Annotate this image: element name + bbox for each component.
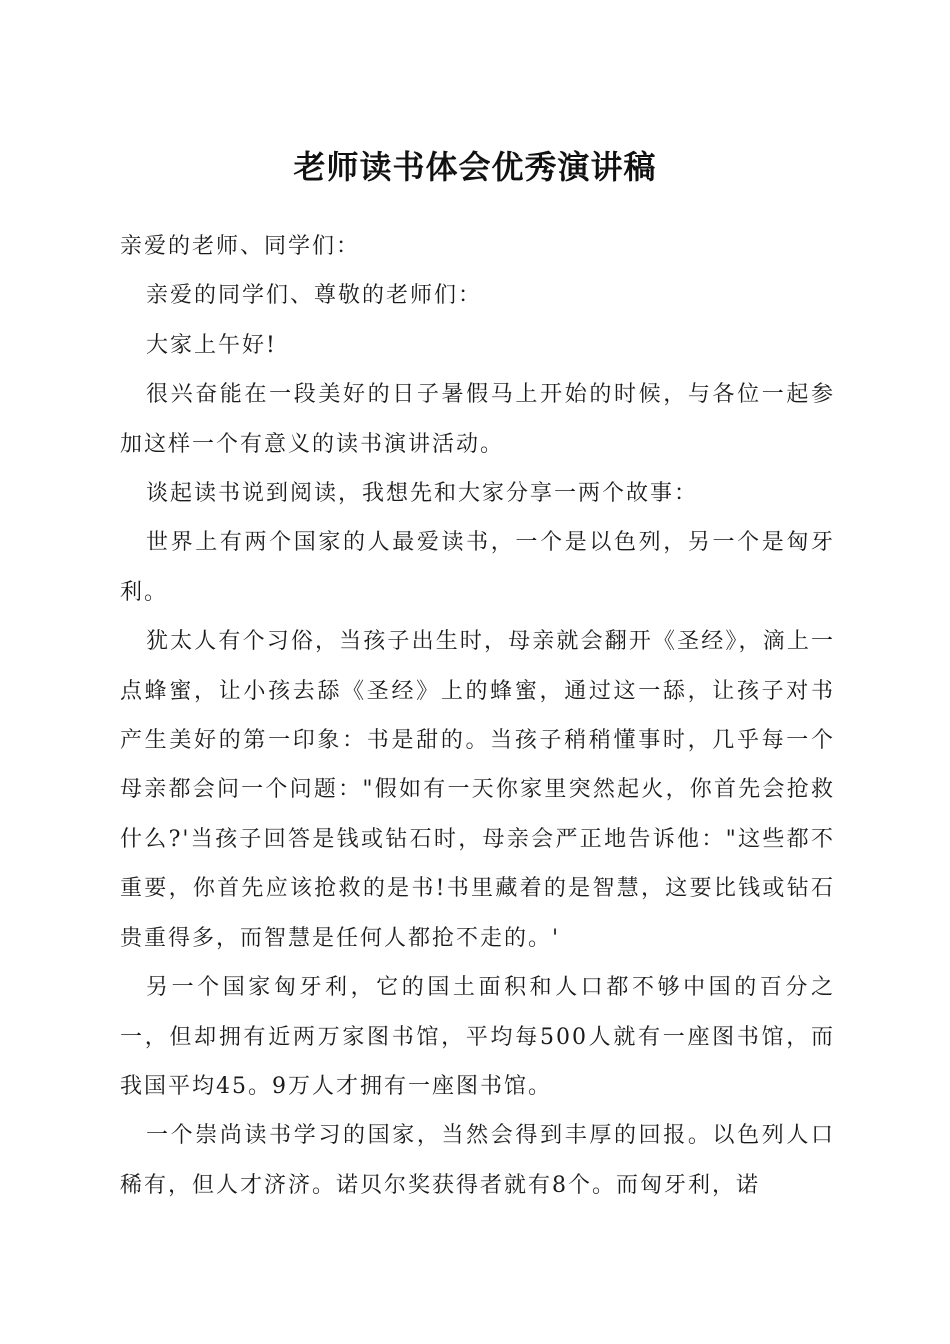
document-body — [120, 222, 835, 1210]
document-title: 老师读书体会优秀演讲稿 — [293, 148, 657, 186]
body-paragraph: 很兴奋能在一段美好的日子暑假马上开始的时候，与各位一起参加这样一个有意义的读书演讲活动。 — [120, 382, 835, 457]
body-paragraph: 大家上午好! — [146, 332, 277, 358]
body-paragraph: 亲爱的老师、同学们： — [120, 234, 361, 259]
body-paragraph: 世界上有两个国家的人最爱读书，一个是以色列，另一个是匈牙利。 — [120, 530, 835, 605]
body-paragraph: 犹太人有个习俗，当孩子出生时，母亲就会翻开《圣经》，滴上一点蜂蜜，让小孩去舔《圣经》上的蜂蜜，通过这一舔，让孩子对书产生美好的第一印象：书是甜的。当孩子稍稍懂事时，几乎每一个母亲都会问一个问题："假如有一天你家里突然起火，你首先会抢救什么?'当孩子回答是钱或钻石时，母亲会严正地告诉他："这些都不重要，你首先应该抢救的是书!书里藏着的是智慧，这要比钱或钻石贵重得多，而智慧是任何人都抢不走的。' — [120, 629, 835, 951]
body-paragraph: 亲爱的同学们、尊敬的老师们： — [146, 283, 483, 309]
body-paragraph: 谈起读书说到阅读，我想先和大家分享一两个故事： — [146, 481, 699, 507]
body-paragraph: 一个崇尚读书学习的国家，当然会得到丰厚的回报。以色列人口稀有，但人才济济。诺贝尔奖获得者就有8个。而匈牙利，诺 — [120, 1123, 835, 1198]
body-paragraph: 另一个国家匈牙利，它的国土面积和人口都不够中国的百分之一，但却拥有近两万家图书馆，平均每500人就有一座图书馆，而我国平均45。9万人才拥有一座图书馆。 — [120, 975, 835, 1099]
